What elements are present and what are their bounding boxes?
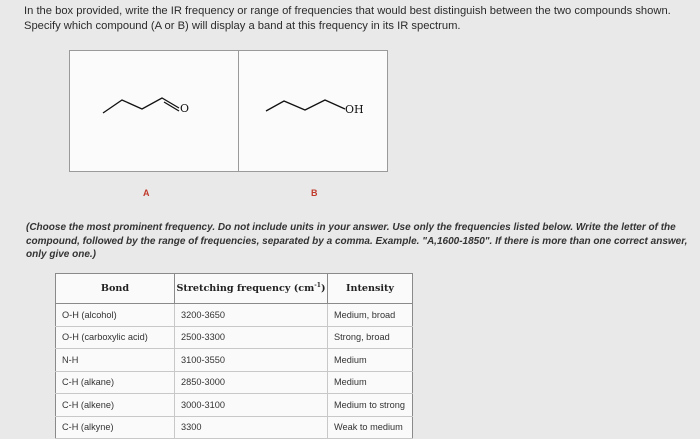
structure-a-box bbox=[69, 50, 251, 172]
question-text: In the box provided, write the IR frequency or range of frequencies that would best distinguish between the two compounds shown. Specify which compound (A or B) will display a band at this frequency in its IR spectrum. bbox=[24, 5, 671, 32]
frequency-cell: 3000-3100 bbox=[175, 394, 328, 417]
intensity-cell: Medium bbox=[328, 371, 413, 394]
bond-cell: O-H (alcohol) bbox=[56, 304, 175, 327]
frequency-cell: 2500-3300 bbox=[175, 326, 328, 349]
table-row bbox=[56, 349, 413, 372]
bond-cell: C-H (alkyne) bbox=[56, 416, 175, 439]
frequency-cell: 3200-3650 bbox=[175, 304, 328, 327]
bond-cell: C-H (alkene) bbox=[56, 394, 175, 417]
bond-cell: N-H bbox=[56, 349, 175, 372]
structure-b-hydroxyl: OH bbox=[345, 103, 364, 116]
frequency-cell: 3300 bbox=[175, 416, 328, 439]
table-row bbox=[56, 394, 413, 417]
table-row bbox=[56, 304, 413, 327]
table-header-row bbox=[56, 274, 413, 304]
intensity-column-header: Intensity bbox=[328, 274, 413, 304]
intensity-cell: Weak to medium bbox=[328, 416, 413, 439]
table-row bbox=[56, 416, 413, 439]
structure-a-drawing bbox=[70, 51, 250, 171]
frequency-cell: 3100-3550 bbox=[175, 349, 328, 372]
structure-b-box bbox=[238, 50, 388, 172]
structure-a-label: A bbox=[143, 188, 150, 198]
table-row bbox=[56, 371, 413, 394]
table-row bbox=[56, 326, 413, 349]
structure-a-oxygen: O bbox=[180, 102, 190, 115]
structure-b-drawing bbox=[239, 51, 387, 171]
intensity-cell: Strong, broad bbox=[328, 326, 413, 349]
structure-b-label: B bbox=[311, 188, 318, 198]
bond-cell: C-H (alkane) bbox=[56, 371, 175, 394]
bond-column-header: Bond bbox=[56, 274, 175, 304]
frequency-column-header: Stretching frequency $(cm^{-1})$ bbox=[175, 274, 328, 304]
answer-instructions: (Choose the most prominent frequency. Do not include units in your answer. Use only the frequencies listed below. Write the letter of the compound, followed by the range of frequencies, separated by a comma. Example. "A,1600-1850". If there is more than one correct answer, only give one.) bbox=[26, 222, 688, 260]
intensity-cell: Medium bbox=[328, 349, 413, 372]
intensity-cell: Medium, broad bbox=[328, 304, 413, 327]
bond-cell: O-H (carboxylic acid) bbox=[56, 326, 175, 349]
frequency-cell: 2850-3000 bbox=[175, 371, 328, 394]
ir-frequency-table bbox=[55, 273, 413, 439]
intensity-cell: Medium to strong bbox=[328, 394, 413, 417]
